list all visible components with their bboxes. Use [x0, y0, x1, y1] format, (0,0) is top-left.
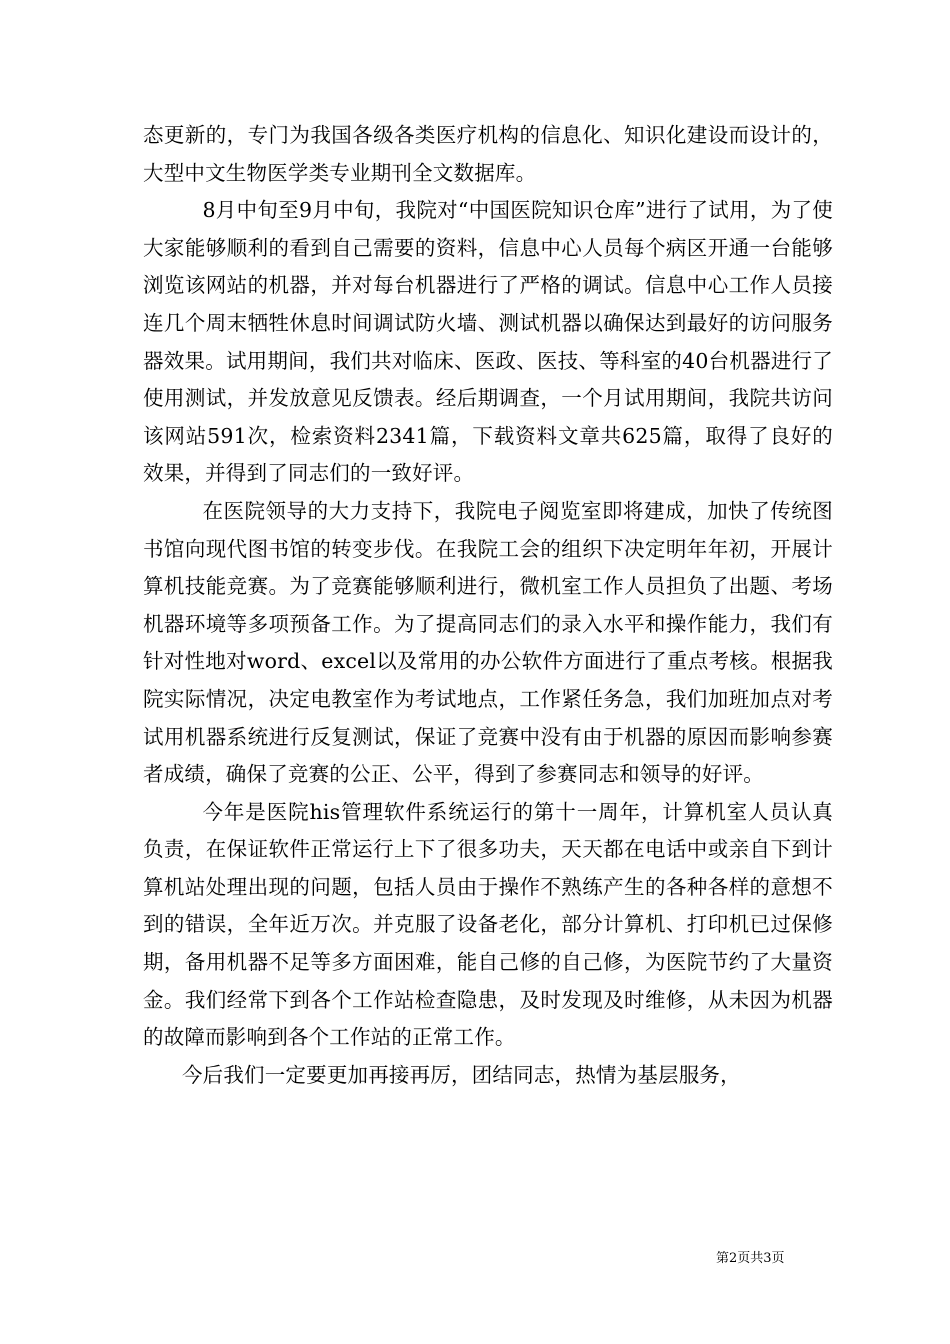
paragraph-1: 态更新的，专门为我国各级各类医疗机构的信息化、知识化建设而设计的，大型中文生物医学类专业期刊全文数据库。 — [143, 123, 833, 185]
document-body — [143, 117, 833, 1094]
paragraph-2: 8月中旬至9月中旬，我院对“中国医院知识仓库”进行了试用，为了使大家能够顺利的看到自己需要的资料，信息中心人员每个病区开通一台能够浏览该网站的机器，并对每台机器进行了严格的调试。信息中心工作人员接连几个周末牺牲休息时间调试防火墙、测试机器以确保达到最好的访问服务器效果。试用期间，我们共对临床、医政、医技、等科室的40台机器进行了使用测试，并发放意见反馈表。经后期调查，一个月试用期间，我院共访问该网站591次，检索资料2341篇，下载资料文章共625篇，取得了良好的效果，并得到了同志们的一致好评。 — [143, 198, 833, 486]
paragraph-5: 今后我们一定要更加再接再厉，团结同志，热情为基层服务， — [181, 1062, 741, 1087]
paragraph-3: 在医院领导的大力支持下，我院电子阅览室即将建成，加快了传统图书馆向现代图书馆的转变步伐。在我院工会的组织下决定明年年初，开展计算机技能竞赛。为了竞赛能够顺利进行，微机室工作人员担负了出题、考场机器环境等多项预备工作。为了提高同志们的录入水平和操作能力，我们有针对性地对word、excel以及常用的办公软件方面进行了重点考核。根据我院实际情况，决定电教室作为考试地点，工作紧任务急，我们加班加点对考试用机器系统进行反复测试，保证了竞赛中没有由于机器的原因而影响参赛者成绩，确保了竞赛的公正、公平，得到了参赛同志和领导的好评。 — [143, 498, 833, 787]
page-number-footer: 第2页共3页 — [716, 1251, 785, 1266]
paragraph-4: 今年是医院his管理软件系统运行的第十一周年，计算机室人员认真负责，在保证软件正常运行上下了很多功夫，天天都在电话中或亲自下到计算机站处理出现的问题，包括人员由于操作不熟练产生的各种各样的意想不到的错误，全年近万次。并克服了设备老化，部分计算机、打印机已过保修期，备用机器不足等多方面困难，能自己修的自己修，为医院节约了大量资金。我们经常下到各个工作站检查隐患，及时发现及时维修，从未因为机器的故障而影响到各个工作站的正常工作。 — [143, 799, 833, 1050]
